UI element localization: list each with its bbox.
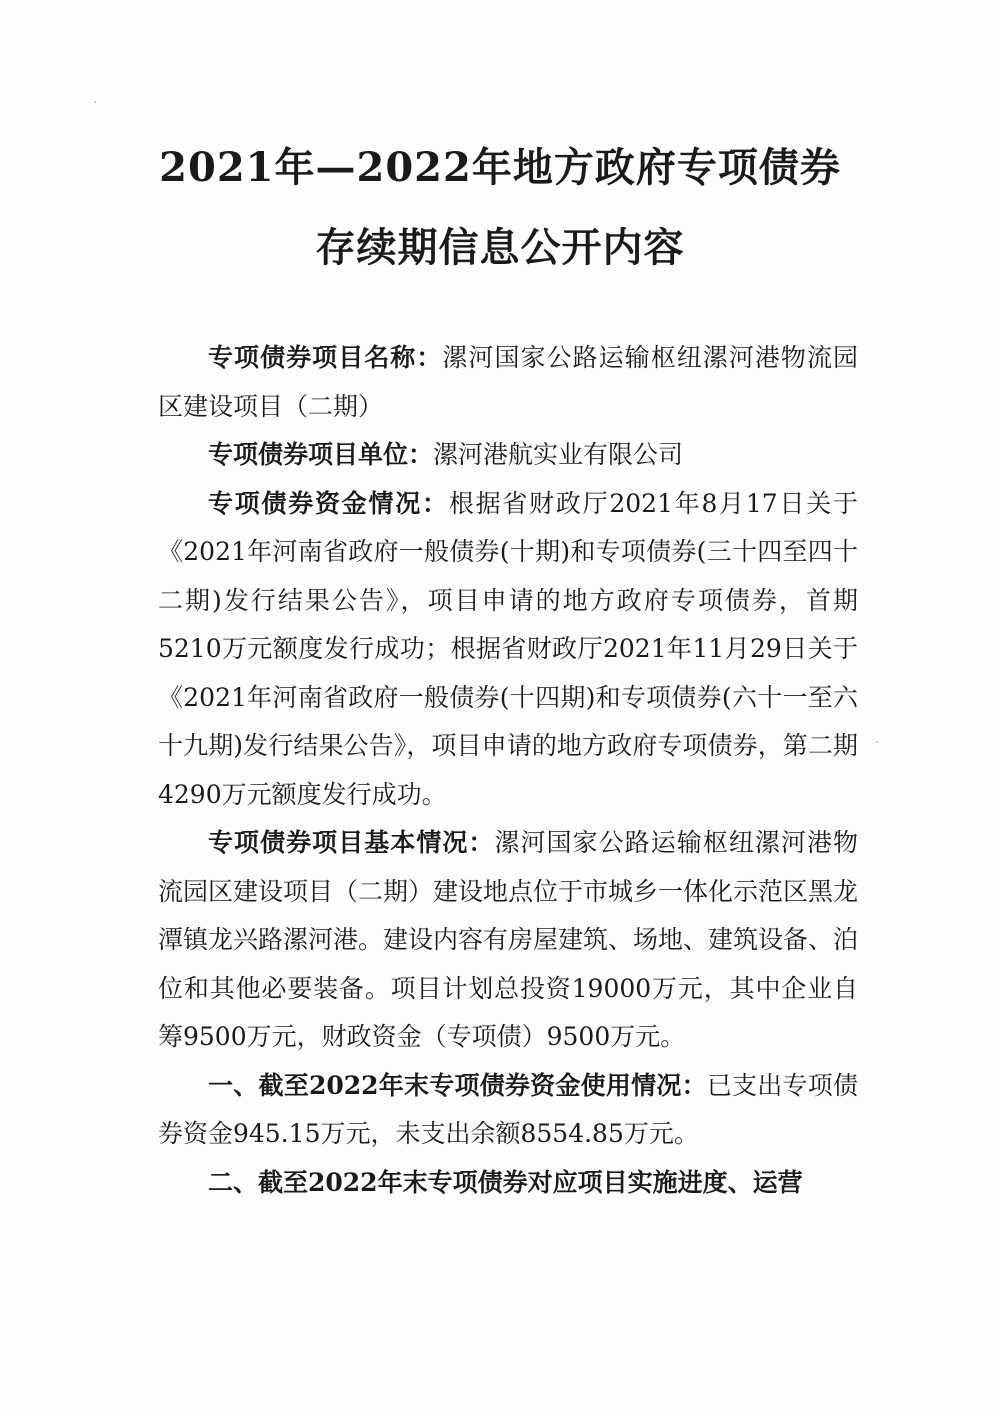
paragraph-fund-usage [158,1062,858,1159]
paragraph-label: 专项债券项目基本情况： [208,828,495,857]
document-title-line-1: 2021年—2022年地方政府专项债券 [159,144,841,191]
paragraph-label: 专项债券项目名称： [208,343,443,372]
scan-speck [876,741,878,743]
paragraph-progress-heading [158,1159,858,1208]
paragraph-fund-status [158,480,858,820]
paragraph-text: 漯河国家公路运输枢纽漯河港物流园区建设项目（二期） [158,343,858,421]
paragraph-label: 二、截至2022年末专项债券对应项目实施进度、运营 [208,1167,803,1197]
paragraph-text: 已支出专项债券资金945.15万元，未支出余额8554.85万元。 [158,1070,858,1148]
scan-speck [94,101,96,103]
paragraph-text: 漯河国家公路运输枢纽漯河港物流园区建设项目（二期）建设地点位于市城乡一体化示范区黑龙潭镇龙兴路漯河港。建设内容有房屋建筑、场地、建筑设备、泊位和其他必要装备。项目计划总投资19000万元，其中企业自筹9500万元，财政资金（专项债）9500万元。 [158,828,859,1051]
paragraph-project-basics [158,819,858,1062]
paragraph-label: 专项债券资金情况： [208,488,449,518]
paragraph-text: 漯河港航实业有限公司 [433,440,684,469]
paragraph-project-unit [158,431,858,480]
paragraph-project-name [158,334,858,431]
paragraph-text: 根据省财政厅2021年8月17日关于《2021年河南省政府一般债券(十期)和专项债券(三十四至四十二期)发行结果公告》，项目申请的地方政府专项债券，首期5210万元额度发行成功；根据省财政厅2021年11月29日关于《2021年河南省政府一般债券(十四期)和专项债券(六十一至六十九期)发行结果公告》，项目申请的地方政府专项债券，第二期4290万元额度发行成功。 [158,488,858,809]
paragraph-label: 专项债券项目单位： [208,440,434,469]
document-title-line-2: 存续期信息公开内容 [315,224,685,271]
document-body [158,334,858,1207]
paragraph-label: 一、截至2022年末专项债券资金使用情况： [208,1070,707,1100]
